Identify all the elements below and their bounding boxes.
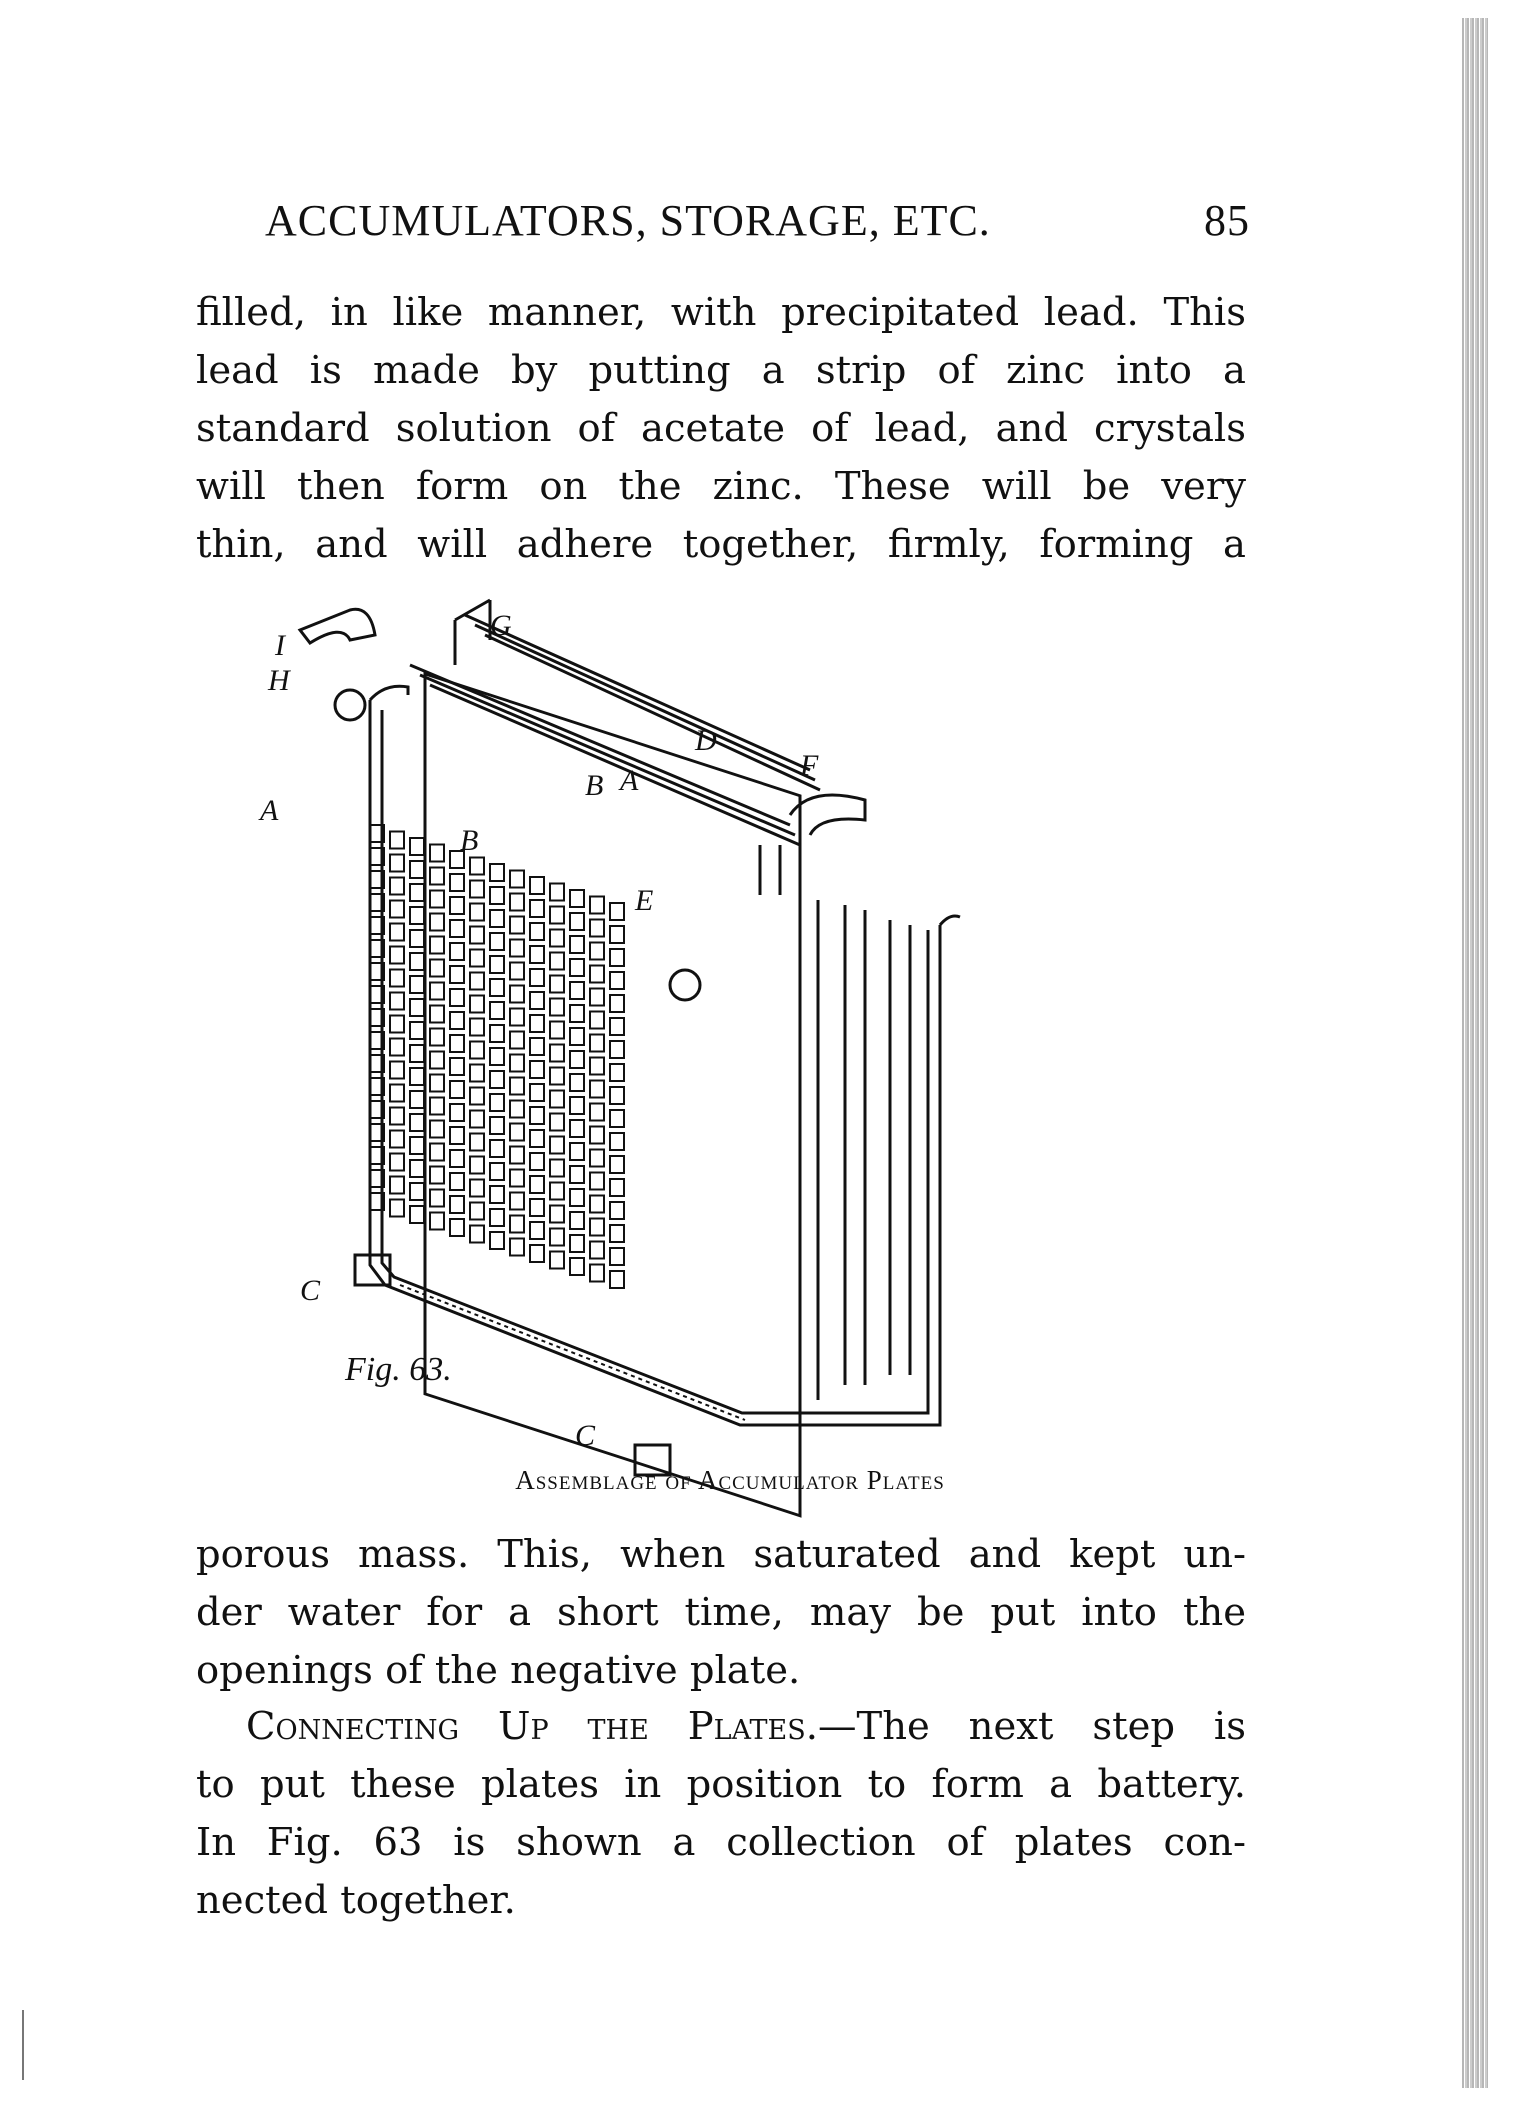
plate-perforation [510, 1055, 524, 1072]
plate-perforation [490, 933, 504, 950]
text-line: nected together. [196, 1878, 516, 1923]
plate-perforation [570, 1028, 584, 1045]
plate-perforation [550, 1252, 564, 1269]
plate-perforation [530, 992, 544, 1009]
plate-perforation [430, 937, 444, 954]
plate-perforation [490, 1094, 504, 1111]
plate-perforation [450, 1196, 464, 1213]
plate-perforation [590, 1150, 604, 1167]
plate-perforation [490, 1048, 504, 1065]
plate-perforation [450, 1035, 464, 1052]
plate-perforation [510, 1239, 524, 1256]
plate-perforation [390, 855, 404, 872]
plate-perforation [450, 1081, 464, 1098]
plate-perforation [390, 1154, 404, 1171]
plate-perforation [570, 1074, 584, 1091]
plate-perforation [570, 936, 584, 953]
plate-perforation [410, 1068, 424, 1085]
fig-label-A: A [260, 794, 279, 827]
plate-perforation [590, 1035, 604, 1052]
plate-perforation [450, 1173, 464, 1190]
plate-perforation [470, 904, 484, 921]
text-line: lead is made by putting a strip of zinc into a [196, 348, 1246, 393]
plate-perforation [410, 907, 424, 924]
plate-perforation [430, 1121, 444, 1138]
plate-perforation [490, 1186, 504, 1203]
plate-perforation [530, 1153, 544, 1170]
text-line: openings of the negative plate. [196, 1648, 801, 1693]
plate-perforation [610, 926, 624, 943]
plate-perforation [390, 970, 404, 987]
plate-perforation [430, 1029, 444, 1046]
text-line: filled, in like manner, with precipitated lead. This [196, 290, 1246, 335]
plate-perforation [610, 972, 624, 989]
plate-perforation [490, 910, 504, 927]
plate-perforation [510, 1124, 524, 1141]
plate-perforation [450, 966, 464, 983]
plate-perforation [610, 995, 624, 1012]
plate-perforation [610, 1133, 624, 1150]
plate-perforation [390, 924, 404, 941]
plate-perforation [470, 1203, 484, 1220]
plate-perforation [550, 953, 564, 970]
plate-perforation [550, 1091, 564, 1108]
plate-perforation [470, 1088, 484, 1105]
plate-perforation [390, 1108, 404, 1125]
plate-perforation [410, 861, 424, 878]
plate-perforation [430, 1075, 444, 1092]
fig-label-H: H [268, 664, 290, 697]
plate-perforation [590, 966, 604, 983]
text-line: standard solution of acetate of lead, and crystals [196, 406, 1246, 451]
plate-perforation [530, 1061, 544, 1078]
plate-perforation [510, 917, 524, 934]
plate-perforation [590, 1242, 604, 1259]
plate-perforation [510, 1101, 524, 1118]
plate-perforation [570, 1258, 584, 1275]
plate-perforation [410, 1091, 424, 1108]
figure-caption: Assemblage of Accumulator Plates [515, 1465, 945, 1495]
plate-perforation [590, 1104, 604, 1121]
text-line: porous mass. This, when saturated and kept un- [196, 1532, 1246, 1577]
paragraph-connecting [196, 1698, 1246, 1930]
plate-perforation [450, 1012, 464, 1029]
plate-perforation [590, 920, 604, 937]
plate-perforation [410, 953, 424, 970]
plate-perforation [570, 1189, 584, 1206]
plate-perforation [610, 1018, 624, 1035]
plate-perforation [470, 1226, 484, 1243]
plate-perforation [490, 1117, 504, 1134]
plate-perforation [590, 1265, 604, 1282]
plate-perforation [550, 1229, 564, 1246]
plate-perforation [530, 1199, 544, 1216]
plate-perforation [530, 923, 544, 940]
plate-perforation [410, 1137, 424, 1154]
plate-perforation [530, 1015, 544, 1032]
plate-perforation [570, 1212, 584, 1229]
plate-perforation [550, 1206, 564, 1223]
plate-perforation [430, 1213, 444, 1230]
plate-perforation [530, 1245, 544, 1262]
plate-perforation [490, 1209, 504, 1226]
plate-perforation [590, 1127, 604, 1144]
plate-perforation [570, 1166, 584, 1183]
plate-perforation [590, 1012, 604, 1029]
text-line: thin, and will adhere together, firmly, forming a [196, 522, 1246, 567]
plate-perforation [450, 1219, 464, 1236]
plate-perforation [410, 999, 424, 1016]
plate-perforation [590, 1196, 604, 1213]
plate-perforation [470, 1065, 484, 1082]
plate-perforation [430, 1144, 444, 1161]
plate-perforation [450, 943, 464, 960]
plate-perforation [390, 1016, 404, 1033]
plate-perforation [430, 960, 444, 977]
fig-label-E: E [635, 884, 654, 917]
fig-label-G: G [490, 609, 512, 642]
plate-perforation [570, 913, 584, 930]
plate-perforation [530, 969, 544, 986]
plate-perforation [470, 1111, 484, 1128]
plate-perforation [490, 1002, 504, 1019]
plate-perforation [570, 1097, 584, 1114]
plate-perforation [430, 1006, 444, 1023]
plate-perforation [570, 1143, 584, 1160]
plate-perforation [550, 1183, 564, 1200]
running-head [265, 195, 1250, 255]
plate-perforation [470, 1157, 484, 1174]
plate-perforation [470, 1180, 484, 1197]
plate-perforation [430, 983, 444, 1000]
fig-label-B: B [460, 824, 479, 857]
plate-perforation [470, 1134, 484, 1151]
plate-perforation [450, 1058, 464, 1075]
plate-perforation [530, 1222, 544, 1239]
plate-perforation [390, 1062, 404, 1079]
paragraph-top [196, 284, 1246, 574]
plate-perforation [490, 1163, 504, 1180]
plate-perforation [570, 1120, 584, 1137]
plate-perforation [570, 982, 584, 999]
plate-perforation [550, 1068, 564, 1085]
plate-perforation [450, 897, 464, 914]
fig-label-B: B [585, 769, 604, 802]
plate-perforation [390, 1177, 404, 1194]
text-line [196, 1698, 1246, 1756]
page-edge-binding [1462, 18, 1488, 2088]
plate-perforation [410, 1183, 424, 1200]
plate-perforation [490, 1140, 504, 1157]
plate-perforation [610, 1041, 624, 1058]
fig-label-I: I [275, 629, 285, 662]
plate-perforation [570, 1235, 584, 1252]
plate-perforation [610, 1248, 624, 1265]
plate-perforation [410, 976, 424, 993]
plate-perforation [390, 901, 404, 918]
plate-perforation [570, 1005, 584, 1022]
plate-perforation [590, 1173, 604, 1190]
plate-perforation [450, 1150, 464, 1167]
plate-perforation [450, 920, 464, 937]
plate-perforation [550, 907, 564, 924]
plate-perforation [410, 1206, 424, 1223]
paragraph-bottom [196, 1526, 1246, 1700]
plate-perforation [610, 1110, 624, 1127]
plate-perforation [490, 1071, 504, 1088]
plate-perforation [390, 878, 404, 895]
fig-label-C: C [300, 1274, 321, 1307]
plate-perforation [410, 930, 424, 947]
plate-perforation [490, 864, 504, 881]
plate-perforation [590, 943, 604, 960]
plate-perforation [510, 963, 524, 980]
accumulator-illustration [260, 595, 1170, 1465]
plate-perforation [410, 884, 424, 901]
running-head-title: ACCUMULATORS, STORAGE, ETC. [265, 196, 991, 245]
text-line: to put these plates in position to form a battery. [196, 1762, 1246, 1807]
plate-perforation [390, 1131, 404, 1148]
plate-perforation [490, 1025, 504, 1042]
plate-perforation [530, 877, 544, 894]
plate-perforation [570, 890, 584, 907]
plate-perforation [390, 832, 404, 849]
plate-perforation [550, 1022, 564, 1039]
plate-perforation [490, 979, 504, 996]
plate-perforation [530, 1176, 544, 1193]
plate-perforation [390, 1085, 404, 1102]
plate-perforation [490, 1232, 504, 1249]
fig-label-A: A [620, 764, 639, 797]
plate-perforation [430, 1167, 444, 1184]
plate-perforation [610, 1064, 624, 1081]
plate-perforation [450, 1127, 464, 1144]
plate-perforation [470, 927, 484, 944]
plate-perforation [510, 986, 524, 1003]
plate-perforation [550, 999, 564, 1016]
plate-perforation [430, 868, 444, 885]
plate-perforation [590, 897, 604, 914]
plate-perforation [590, 1081, 604, 1098]
plate-perforation [430, 1052, 444, 1069]
plate-perforation [510, 1078, 524, 1095]
page-number: 85 [1204, 196, 1250, 245]
plate-perforation [510, 940, 524, 957]
plate-perforation [530, 1084, 544, 1101]
plate-perforation [550, 930, 564, 947]
plate-perforation [530, 1107, 544, 1124]
plate-perforation [410, 1160, 424, 1177]
plate-perforation [470, 973, 484, 990]
plate-perforation [430, 1098, 444, 1115]
plate-perforation [510, 1170, 524, 1187]
plate-perforation [430, 914, 444, 931]
plate-perforation [430, 1190, 444, 1207]
text-line: In Fig. 63 is shown a collection of plates con- [196, 1820, 1246, 1865]
plate-perforation [590, 989, 604, 1006]
fig-label-F: F [800, 749, 819, 782]
plate-perforation [410, 1022, 424, 1039]
plate-perforation [510, 1147, 524, 1164]
plate-perforation [530, 900, 544, 917]
plate-perforation [470, 1042, 484, 1059]
plate-perforation [390, 1200, 404, 1217]
plate-perforation [390, 993, 404, 1010]
plate-perforation [510, 871, 524, 888]
fig-label-D: D [695, 724, 717, 757]
fig-label-C: C [575, 1419, 596, 1452]
plate-perforation [410, 1114, 424, 1131]
plate-perforation [510, 894, 524, 911]
plate-perforation [570, 1051, 584, 1068]
figure-accumulator-plates [260, 595, 1170, 1465]
plate-perforation [530, 946, 544, 963]
plate-perforation [490, 956, 504, 973]
plate-perforation [390, 947, 404, 964]
plate-perforation [510, 1032, 524, 1049]
plate-perforation [510, 1009, 524, 1026]
plate-perforation [410, 838, 424, 855]
plate-perforation [450, 1104, 464, 1121]
plate-perforation [550, 1160, 564, 1177]
plate-perforation [530, 1130, 544, 1147]
plate-perforation [530, 1038, 544, 1055]
plate-perforation [550, 884, 564, 901]
section-heading: Connecting Up the Plates. [246, 1704, 819, 1749]
text-line: der water for a short time, may be put into the [196, 1590, 1246, 1635]
plate-perforation [470, 881, 484, 898]
plate-perforation [510, 1193, 524, 1210]
plate-perforation [610, 1225, 624, 1242]
plate-perforation [470, 1019, 484, 1036]
plate-perforation [610, 1271, 624, 1288]
plate-perforation [450, 874, 464, 891]
plate-perforation [450, 989, 464, 1006]
plate-perforation [390, 1039, 404, 1056]
plate-perforation [590, 1219, 604, 1236]
text-line: will then form on the zinc. These will be very [196, 464, 1246, 509]
plate-perforation [490, 887, 504, 904]
plate-perforation [550, 1114, 564, 1131]
plate-perforation [430, 891, 444, 908]
plate-perforation [610, 1087, 624, 1104]
plate-perforation [550, 1137, 564, 1154]
plate-perforation [590, 1058, 604, 1075]
plate-perforation [410, 1045, 424, 1062]
plate-perforation [510, 1216, 524, 1233]
plate-perforation [610, 1179, 624, 1196]
plate-perforation [610, 903, 624, 920]
plate-perforation [430, 845, 444, 862]
margin-mark [22, 2010, 24, 2080]
plate-perforation [570, 959, 584, 976]
plate-perforation [610, 949, 624, 966]
plate-perforation [610, 1202, 624, 1219]
fig-number: Fig. 63. [345, 1351, 452, 1388]
plate-perforation [550, 976, 564, 993]
plate-perforation [610, 1156, 624, 1173]
plate-perforation [470, 996, 484, 1013]
plate-perforation [470, 950, 484, 967]
plate-perforation [470, 858, 484, 875]
heading-continuation: —The next step is [818, 1704, 1247, 1749]
plate-perforation [550, 1045, 564, 1062]
